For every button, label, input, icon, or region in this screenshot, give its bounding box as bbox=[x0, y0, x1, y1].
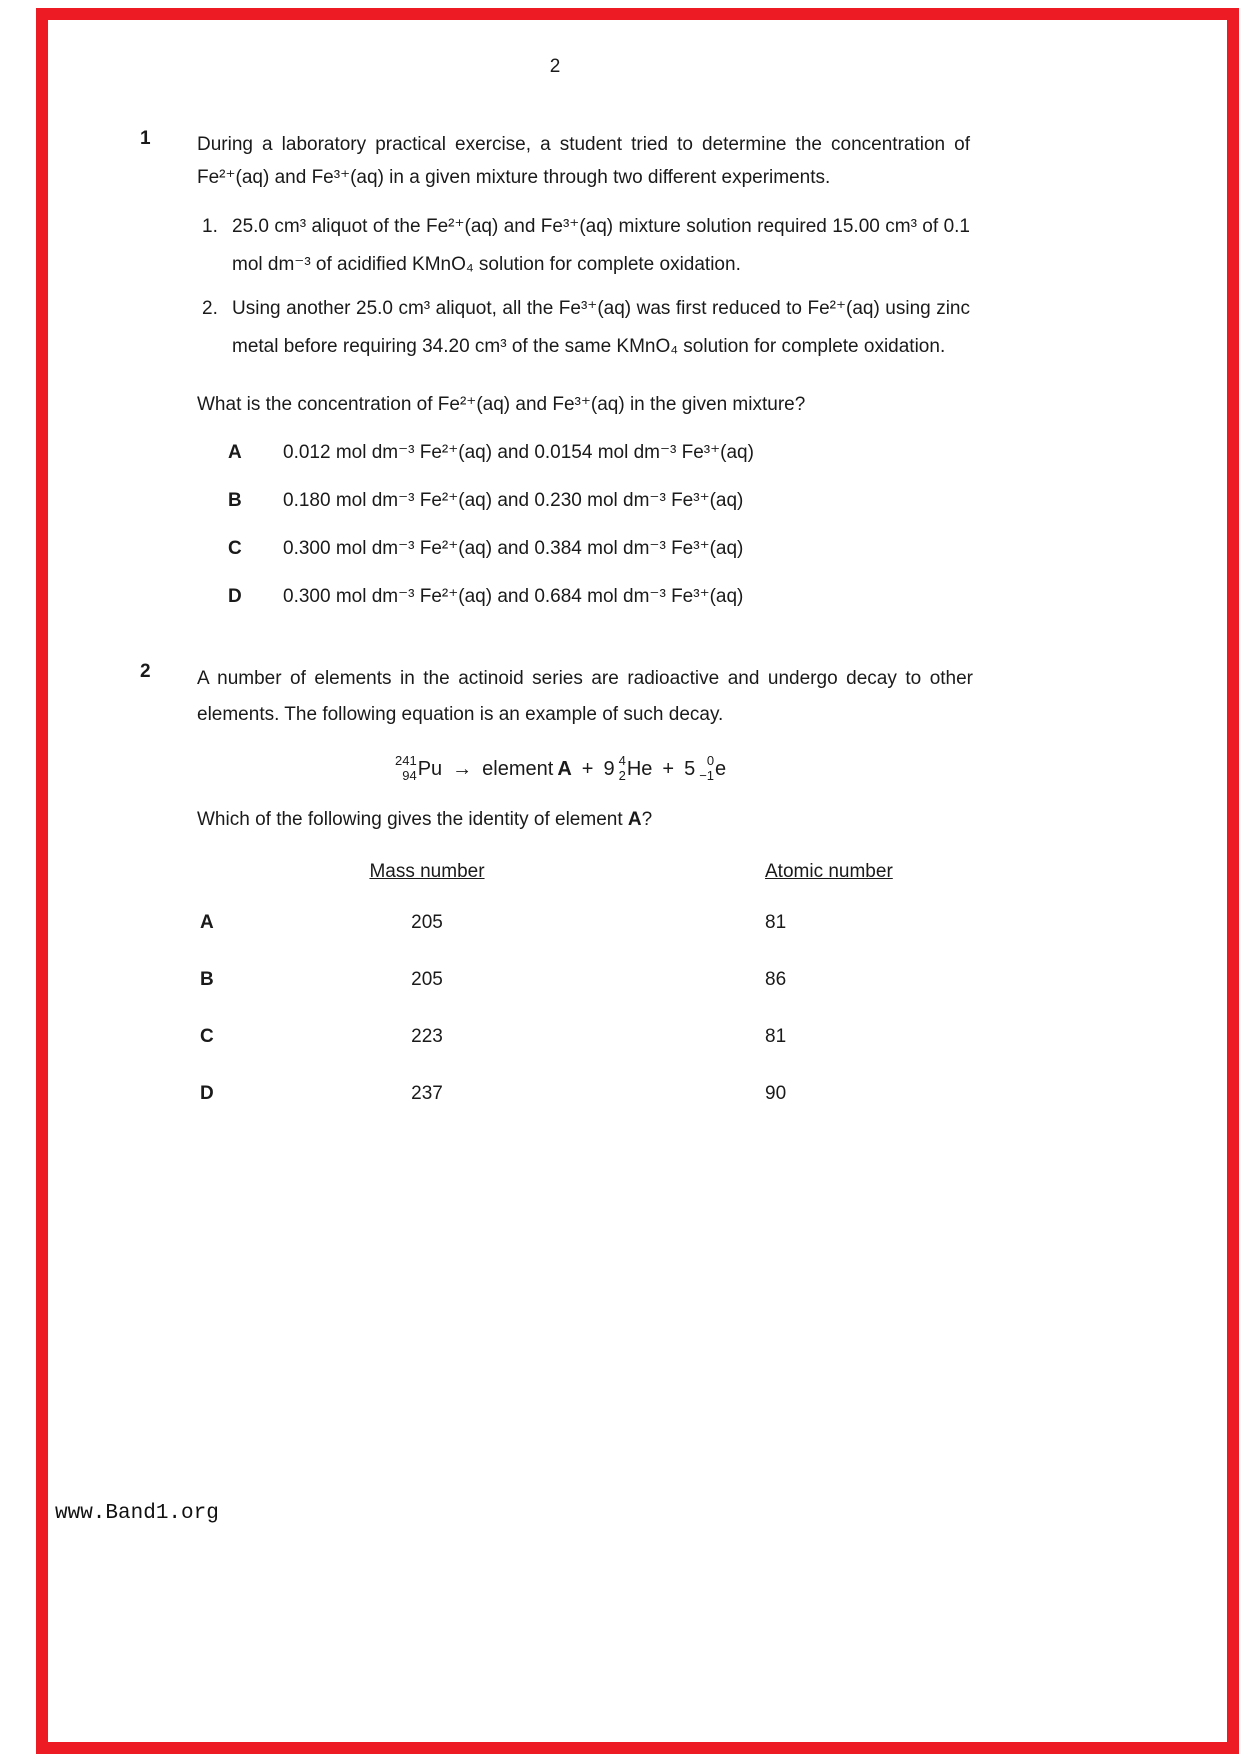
mass-number-header: Mass number bbox=[369, 861, 485, 882]
page-content bbox=[140, 0, 973, 1122]
reaction-arrow-icon: → bbox=[452, 757, 473, 780]
nuclide-numbers bbox=[395, 754, 417, 784]
option-b bbox=[197, 484, 970, 517]
stem-element-a: A bbox=[627, 809, 642, 830]
experiment-list bbox=[197, 208, 970, 366]
question-2-stem bbox=[197, 803, 973, 836]
table-header-row bbox=[197, 850, 973, 894]
nuclide-numbers bbox=[619, 754, 626, 784]
nuclear-decay-equation bbox=[395, 747, 973, 791]
helium-coefficient: 9 bbox=[603, 757, 615, 780]
nuclide-electron bbox=[699, 754, 726, 784]
mass-value: 237 bbox=[411, 1082, 443, 1104]
option-letter: C bbox=[228, 538, 242, 559]
element-symbol: Pu bbox=[417, 757, 443, 780]
stem-prefix: Which of the following gives the identity of element bbox=[197, 809, 628, 830]
option-text: 0.180 mol dm⁻³ Fe²⁺(aq) and 0.230 mol dm⁻³ Fe³⁺(aq) bbox=[283, 490, 744, 511]
question-1-options bbox=[197, 436, 970, 613]
mass-value: 205 bbox=[411, 968, 443, 990]
table-row-c bbox=[197, 1008, 973, 1065]
option-letter: A bbox=[228, 442, 242, 463]
nuclide-helium bbox=[619, 754, 653, 784]
question-2-number: 2 bbox=[140, 661, 151, 682]
list-text: Using another 25.0 cm³ aliquot, all the Fe³⁺(aq) was first reduced to Fe²⁺(aq) using zinc metal before requiring 34.20 cm³ of the same KMnO₄ solution for complete oxidation. bbox=[232, 298, 970, 357]
option-d bbox=[197, 580, 970, 613]
electron-coefficient: 5 bbox=[684, 757, 696, 780]
atomic-value: 81 bbox=[765, 911, 787, 933]
atomic-number: 94 bbox=[402, 768, 417, 783]
stem-suffix: ? bbox=[641, 809, 653, 830]
element-word: element bbox=[482, 757, 554, 780]
option-letter: B bbox=[228, 490, 242, 511]
row-letter: C bbox=[200, 1025, 214, 1047]
option-text: 0.012 mol dm⁻³ Fe²⁺(aq) and 0.0154 mol dm⁻³ Fe³⁺(aq) bbox=[283, 442, 754, 463]
mass-number: 4 bbox=[618, 753, 626, 769]
option-text: 0.300 mol dm⁻³ Fe²⁺(aq) and 0.684 mol dm⁻³ Fe³⁺(aq) bbox=[283, 586, 744, 607]
atomic-value: 81 bbox=[765, 1025, 787, 1047]
footer-url: www.Band1.org bbox=[55, 1502, 219, 1525]
mass-number: 241 bbox=[395, 753, 417, 769]
question-1-number: 1 bbox=[140, 128, 151, 149]
atomic-number: −1 bbox=[699, 768, 715, 783]
experiment-item-2 bbox=[197, 290, 970, 366]
atomic-value: 90 bbox=[765, 1082, 787, 1104]
question-2 bbox=[140, 661, 973, 1122]
element-a-label: A bbox=[557, 757, 572, 780]
helium-term bbox=[603, 754, 652, 784]
list-marker: 2. bbox=[202, 298, 218, 319]
row-letter: D bbox=[200, 1082, 214, 1104]
question-1-stem: What is the concentration of Fe²⁺(aq) and Fe³⁺(aq) in the given mixture? bbox=[197, 394, 806, 415]
list-marker: 1. bbox=[202, 216, 218, 237]
option-text: 0.300 mol dm⁻³ Fe²⁺(aq) and 0.384 mol dm⁻³ Fe³⁺(aq) bbox=[283, 538, 744, 559]
table-row-a bbox=[197, 894, 973, 951]
option-a bbox=[197, 436, 970, 469]
atomic-number: 2 bbox=[618, 768, 626, 783]
nuclide-numbers bbox=[699, 754, 714, 784]
answer-table bbox=[197, 850, 973, 1122]
experiment-item-1 bbox=[197, 208, 970, 284]
mass-number: 0 bbox=[706, 753, 715, 769]
atomic-value: 86 bbox=[765, 968, 787, 990]
mass-value: 223 bbox=[411, 1025, 443, 1047]
element-symbol: e bbox=[715, 757, 727, 780]
list-text: 25.0 cm³ aliquot of the Fe²⁺(aq) and Fe³⁺(aq) mixture solution required 15.00 cm³ of 0.1 mol dm⁻³ of acidified KMnO₄ solution for complete oxidation. bbox=[232, 216, 970, 275]
question-1-intro: During a laboratory practical exercise, a student tried to determine the concentration of Fe²⁺(aq) and Fe³⁺(aq) in a given mixture through two different experiments. bbox=[197, 134, 970, 188]
question-2-body bbox=[197, 661, 973, 1122]
nuclide-plutonium bbox=[395, 754, 442, 784]
option-letter: D bbox=[228, 586, 242, 607]
element-a-term bbox=[482, 758, 572, 781]
plus-sign: + bbox=[581, 757, 594, 780]
question-1-body bbox=[197, 128, 970, 613]
element-symbol: He bbox=[626, 757, 653, 780]
table-row-d bbox=[197, 1065, 973, 1122]
option-c bbox=[197, 532, 970, 565]
row-letter: B bbox=[200, 968, 214, 990]
atomic-number-header: Atomic number bbox=[765, 861, 893, 882]
mass-value: 205 bbox=[411, 911, 443, 933]
question-2-intro: A number of elements in the actinoid series are radioactive and undergo decay to other elements. The following equation is an example of such decay. bbox=[197, 668, 973, 725]
plus-sign: + bbox=[662, 757, 675, 780]
row-letter: A bbox=[200, 911, 214, 933]
electron-term bbox=[684, 754, 726, 784]
question-1 bbox=[140, 128, 970, 613]
table-row-b bbox=[197, 951, 973, 1008]
page-number: 2 bbox=[549, 56, 561, 77]
